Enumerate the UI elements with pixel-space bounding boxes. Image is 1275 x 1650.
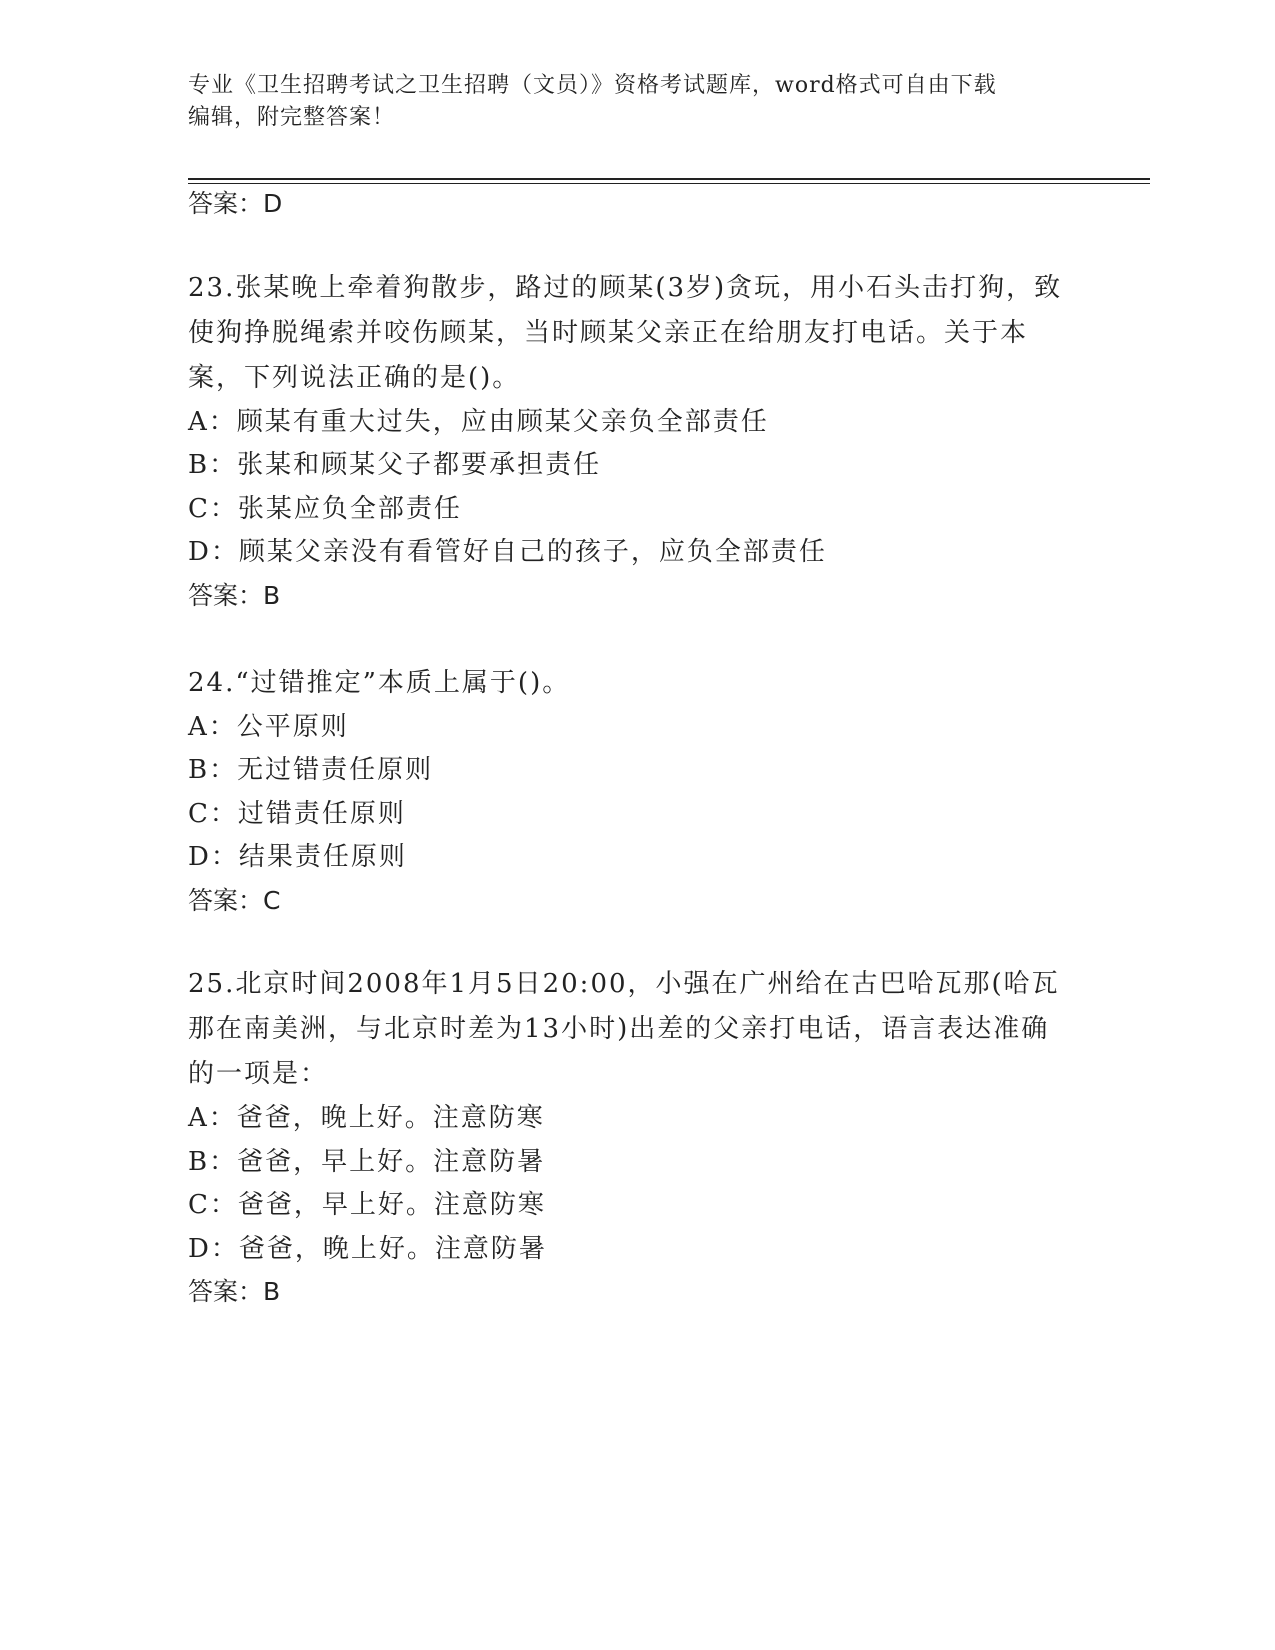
- question-23-stem: 23.张某晚上牵着狗散步，路过的顾某(3岁)贪玩，用小石头击打狗，致使狗挣脱绳索并咬伤顾某，当时顾某父亲正在给朋友打电话。关于本案，下列说法正确的是()。: [188, 273, 1063, 393]
- previous-answer: 答案：D: [188, 189, 283, 218]
- question-25-option-a: A：爸爸，晚上好。注意防寒: [188, 1103, 545, 1133]
- question-24-option-a: A：公平原则: [188, 712, 349, 742]
- question-23-option-d: D：顾某父亲没有看管好自己的孩子，应负全部责任: [188, 537, 827, 567]
- question-23-option-a: A：顾某有重大过失，应由顾某父亲负全部责任: [188, 407, 769, 437]
- header-line-1: 专业《卫生招聘考试之卫生招聘（文员）》资格考试题库，word格式可自由下载: [188, 73, 997, 98]
- question-23-option-b: B：张某和顾某父子都要承担责任: [188, 450, 602, 480]
- header-line-2: 编辑，附完整答案！: [188, 105, 396, 130]
- document-header: [188, 70, 1088, 134]
- header-divider-thin: [188, 183, 1150, 184]
- header-divider-thick: [188, 178, 1150, 180]
- question-25-option-b: B：爸爸，早上好。注意防暑: [188, 1147, 546, 1177]
- question-25-option-d: D：爸爸，晚上好。注意防暑: [188, 1234, 547, 1264]
- question-25-answer: 答案：B: [188, 1277, 281, 1306]
- question-25-stem: 25.北京时间2008年1月5日20:00，小强在广州给在古巴哈瓦那(哈瓦那在南美洲，与北京时差为13小时)出差的父亲打电话，语言表达准确的一项是：: [188, 969, 1060, 1089]
- question-23-option-c: C：张某应负全部责任: [188, 494, 462, 524]
- question-25-option-c: C：爸爸，早上好。注意防寒: [188, 1190, 546, 1220]
- question-24-stem: 24.“过错推定”本质上属于()。: [188, 668, 571, 698]
- question-24-option-d: D：结果责任原则: [188, 842, 407, 872]
- question-23-answer: 答案：B: [188, 581, 281, 610]
- question-24-answer: 答案：C: [188, 886, 281, 915]
- question-24-option-c: C：过错责任原则: [188, 799, 406, 829]
- question-24-option-b: B：无过错责任原则: [188, 755, 434, 785]
